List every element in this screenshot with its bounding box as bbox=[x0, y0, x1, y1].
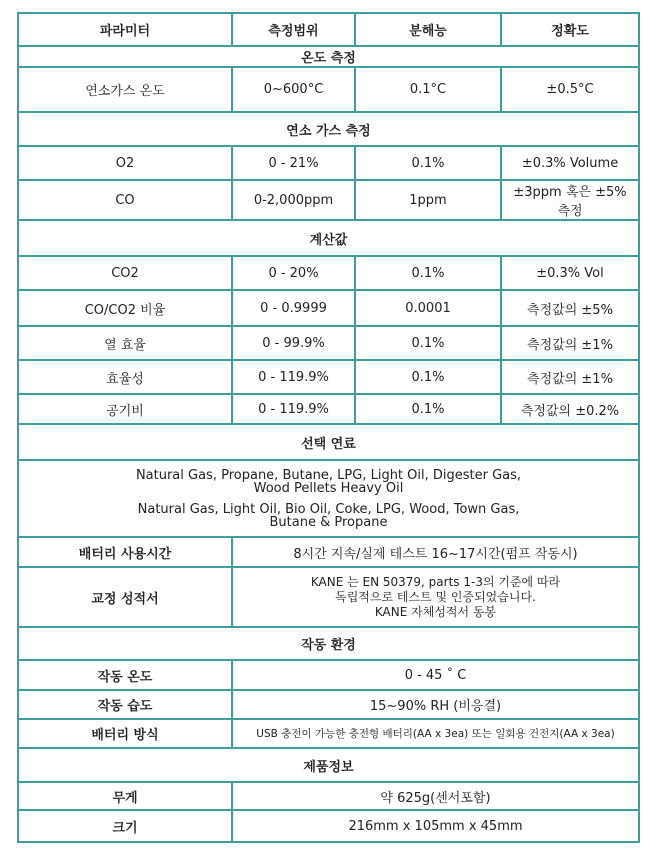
resolution-cell: 0.1°C bbox=[355, 67, 501, 112]
env-label: 배터리 방식 bbox=[18, 719, 232, 748]
range-cell: 0-2,000ppm bbox=[232, 180, 355, 220]
battery-life-row bbox=[18, 537, 639, 567]
calibration-line: KANE 는 EN 50379, parts 1-3의 기준에 따라 bbox=[310, 574, 561, 589]
accuracy-cell: 측정값의 ±1% bbox=[501, 360, 639, 394]
env-row bbox=[18, 690, 639, 719]
fuel-line: Natural Gas, Propane, Butane, LPG, Light Oil, Digester Gas, bbox=[135, 467, 522, 483]
table-row bbox=[18, 290, 639, 326]
calibration-label: 교정 성적서 bbox=[18, 567, 232, 627]
param-cell: 공기비 bbox=[18, 394, 232, 424]
product-label: 무게 bbox=[18, 782, 232, 810]
table-row bbox=[18, 180, 639, 220]
section-row bbox=[18, 220, 639, 256]
section-row bbox=[18, 627, 639, 660]
section-row bbox=[18, 748, 639, 782]
section-calculated: 계산값 bbox=[18, 220, 639, 256]
product-label: 크기 bbox=[18, 810, 232, 842]
range-cell: 0 - 119.9% bbox=[232, 360, 355, 394]
header-parameter: 파라미터 bbox=[18, 13, 232, 46]
env-value: USB 충전이 가능한 충전형 배터리(AA x 3ea) 또는 일회용 건전지(AA x 3ea) bbox=[232, 719, 639, 748]
section-fuels: 선택 연료 bbox=[18, 424, 639, 460]
calibration-row bbox=[18, 567, 639, 627]
resolution-cell: 0.1% bbox=[355, 256, 501, 290]
resolution-cell: 0.1% bbox=[355, 326, 501, 360]
range-cell: 0 - 0.9999 bbox=[232, 290, 355, 326]
section-row bbox=[18, 424, 639, 460]
resolution-cell: 1ppm bbox=[355, 180, 501, 220]
env-label: 작동 온도 bbox=[18, 660, 232, 690]
table-row bbox=[18, 360, 639, 394]
fuel-line: Butane & Propane bbox=[269, 514, 388, 530]
calibration-value bbox=[232, 567, 639, 627]
product-value: 약 625g(센서포함) bbox=[232, 782, 639, 810]
accuracy-cell: 측정값의 ±1% bbox=[501, 326, 639, 360]
spec-table bbox=[17, 12, 640, 843]
accuracy-cell: ±0.3% Volume bbox=[501, 146, 639, 180]
accuracy-cell: 측정값의 ±5% bbox=[501, 290, 639, 326]
table-row bbox=[18, 146, 639, 180]
header-range: 측정범위 bbox=[232, 13, 355, 46]
resolution-cell: 0.1% bbox=[355, 146, 501, 180]
table-row bbox=[18, 394, 639, 424]
resolution-cell: 0.1% bbox=[355, 360, 501, 394]
fuels-row bbox=[18, 460, 639, 537]
table-row bbox=[18, 67, 639, 112]
battery-life-value: 8시간 지속/실제 테스트 16~17시간(펌프 작동시) bbox=[232, 537, 639, 567]
battery-life-label: 배터리 사용시간 bbox=[18, 537, 232, 567]
param-cell: CO2 bbox=[18, 256, 232, 290]
fuel-line: Natural Gas, Light Oil, Bio Oil, Coke, LPG, Wood, Town Gas, bbox=[137, 501, 520, 517]
accuracy-cell: ±0.5°C bbox=[501, 67, 639, 112]
section-product: 제품정보 bbox=[18, 748, 639, 782]
section-row bbox=[18, 112, 639, 146]
resolution-cell: 0.1% bbox=[355, 394, 501, 424]
fuel-line: Wood Pellets Heavy Oil bbox=[253, 480, 404, 496]
header-row bbox=[18, 13, 639, 46]
product-row bbox=[18, 782, 639, 810]
param-cell: CO bbox=[18, 180, 232, 220]
section-row bbox=[18, 46, 639, 67]
env-value: 15~90% RH (비응결) bbox=[232, 690, 639, 719]
param-cell: 열 효율 bbox=[18, 326, 232, 360]
section-temperature: 온도 측정 bbox=[18, 46, 639, 67]
param-cell: CO/CO2 비율 bbox=[18, 290, 232, 326]
calibration-line: 독립적으로 테스트 및 인증되었습니다. bbox=[335, 589, 536, 604]
env-value: 0 - 45 ˚ C bbox=[232, 660, 639, 690]
accuracy-cell: ±0.3% Vol bbox=[501, 256, 639, 290]
table-row bbox=[18, 326, 639, 360]
header-accuracy: 정확도 bbox=[501, 13, 639, 46]
accuracy-cell: ±3ppm 혹은 ±5% 측정 bbox=[501, 180, 639, 220]
product-value: 216mm x 105mm x 45mm bbox=[232, 810, 639, 842]
param-cell: 효율성 bbox=[18, 360, 232, 394]
range-cell: 0 - 119.9% bbox=[232, 394, 355, 424]
param-cell: O2 bbox=[18, 146, 232, 180]
range-cell: 0 - 21% bbox=[232, 146, 355, 180]
table-row bbox=[18, 256, 639, 290]
env-label: 작동 습도 bbox=[18, 690, 232, 719]
header-resolution: 분해능 bbox=[355, 13, 501, 46]
param-cell: 연소가스 온도 bbox=[18, 67, 232, 112]
env-row bbox=[18, 660, 639, 690]
section-environment: 작동 환경 bbox=[18, 627, 639, 660]
product-row bbox=[18, 810, 639, 842]
calibration-line: KANE 자체성적서 동봉 bbox=[374, 604, 497, 619]
resolution-cell: 0.0001 bbox=[355, 290, 501, 326]
env-row bbox=[18, 719, 639, 748]
section-flue-gas: 연소 가스 측정 bbox=[18, 112, 639, 146]
range-cell: 0 - 20% bbox=[232, 256, 355, 290]
range-cell: 0~600°C bbox=[232, 67, 355, 112]
fuel-list bbox=[18, 460, 639, 537]
accuracy-cell: 측정값의 ±0.2% bbox=[501, 394, 639, 424]
range-cell: 0 - 99.9% bbox=[232, 326, 355, 360]
